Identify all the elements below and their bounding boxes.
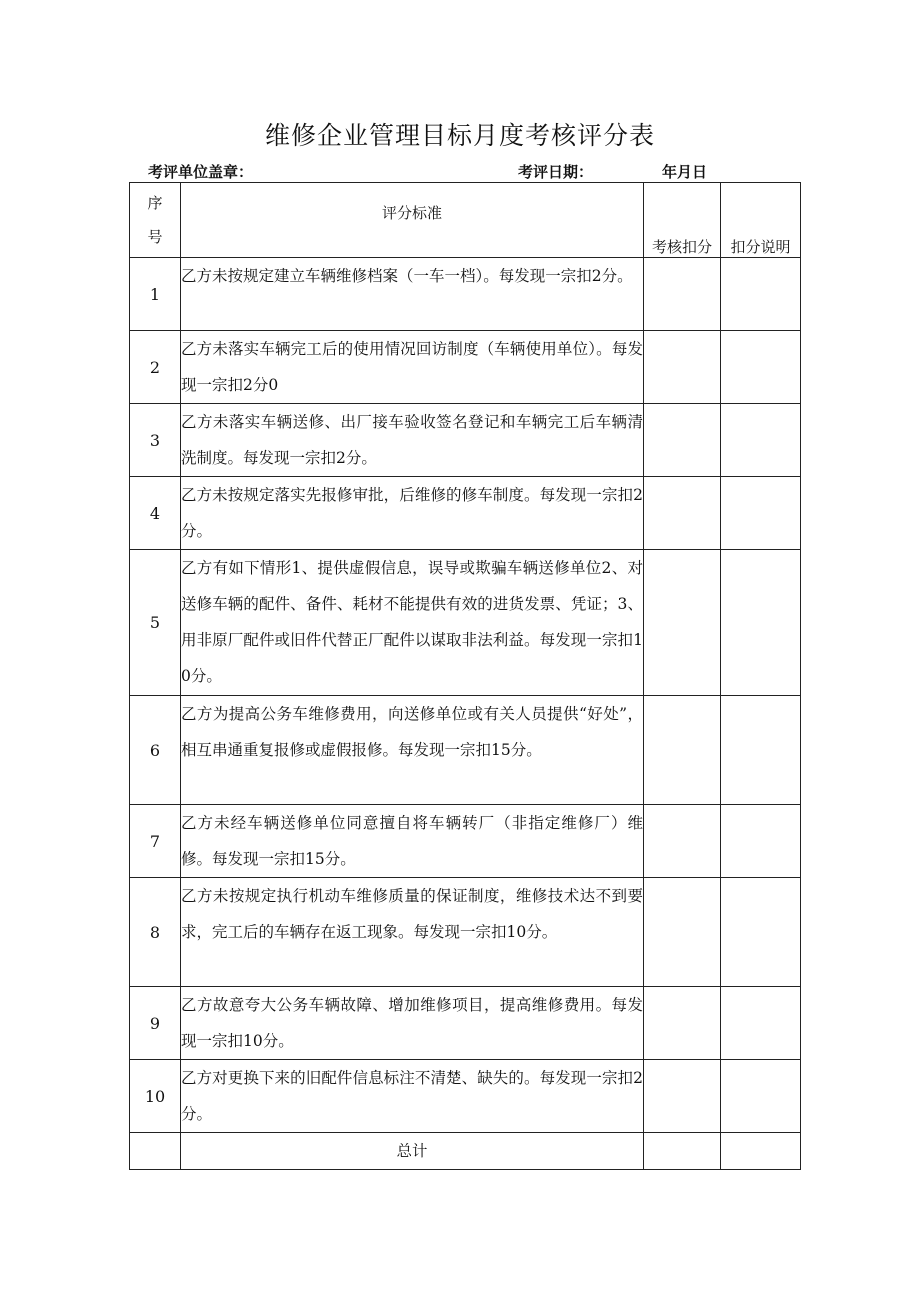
row-explanation-cell[interactable] xyxy=(721,878,801,987)
row-deduction-cell[interactable] xyxy=(644,331,721,404)
header-no xyxy=(130,183,181,258)
row-number: 9 xyxy=(130,987,181,1060)
row-deduction-cell[interactable] xyxy=(644,878,721,987)
table-row xyxy=(130,477,801,550)
row-number: 7 xyxy=(130,805,181,878)
row-deduction-cell[interactable] xyxy=(644,550,721,696)
table-row xyxy=(130,987,801,1060)
table-row xyxy=(130,404,801,477)
row-explanation-cell[interactable] xyxy=(721,696,801,805)
row-number: 1 xyxy=(130,258,181,331)
header-no-line2: 号 xyxy=(147,228,163,246)
header-standard-label: 评分标准 xyxy=(381,203,442,222)
row-standard: 乙方未按规定执行机动车维修质量的保证制度，维修技术达不到要求，完工后的车辆存在返工现象。每发现一宗扣10分。 xyxy=(181,878,644,987)
row-explanation-cell[interactable] xyxy=(721,258,801,331)
date-ymd: 年月日 xyxy=(662,163,708,181)
seal-label: 考评单位盖章： xyxy=(148,163,254,181)
row-standard: 乙方未落实车辆完工后的使用情况回访制度（车辆使用单位）。每发现一宗扣2分0 xyxy=(181,331,644,404)
row-number: 2 xyxy=(130,331,181,404)
score-table xyxy=(129,182,801,1170)
total-explanation-cell[interactable] xyxy=(721,1133,801,1170)
date-label: 考评日期： xyxy=(518,163,594,181)
row-explanation-cell[interactable] xyxy=(721,331,801,404)
row-deduction-cell[interactable] xyxy=(644,987,721,1060)
row-number: 3 xyxy=(130,404,181,477)
row-explanation-cell[interactable] xyxy=(721,1060,801,1133)
row-deduction-cell[interactable] xyxy=(644,477,721,550)
row-number: 6 xyxy=(130,696,181,805)
table-row xyxy=(130,696,801,805)
table-row xyxy=(130,550,801,696)
row-standard: 乙方未按规定落实先报修审批，后维修的修车制度。每发现一宗扣2分。 xyxy=(181,477,644,550)
table-row xyxy=(130,258,801,331)
row-explanation-cell[interactable] xyxy=(721,404,801,477)
row-standard: 乙方未按规定建立车辆维修档案（一车一档）。每发现一宗扣2分。 xyxy=(181,258,644,331)
row-standard: 乙方故意夸大公务车辆故障、增加维修项目，提高维修费用。每发现一宗扣10分。 xyxy=(181,987,644,1060)
table-row xyxy=(130,878,801,987)
table-header-row xyxy=(130,183,801,258)
row-standard: 乙方未落实车辆送修、出厂接车验收签名登记和车辆完工后车辆清洗制度。每发现一宗扣2分。 xyxy=(181,404,644,477)
row-deduction-cell[interactable] xyxy=(644,805,721,878)
table-row xyxy=(130,331,801,404)
row-deduction-cell[interactable] xyxy=(644,1060,721,1133)
row-number: 4 xyxy=(130,477,181,550)
total-row xyxy=(130,1133,801,1170)
row-standard: 乙方对更换下来的旧配件信息标注不清楚、缺失的。每发现一宗扣2分。 xyxy=(181,1060,644,1133)
row-explanation-cell[interactable] xyxy=(721,550,801,696)
header-no-line1: 序 xyxy=(147,194,163,212)
row-deduction-cell[interactable] xyxy=(644,258,721,331)
row-number: 5 xyxy=(130,550,181,696)
row-explanation-cell[interactable] xyxy=(721,987,801,1060)
row-standard: 乙方为提高公务车维修费用，向送修单位或有关人员提供“好处”，相互串通重复报修或虚假报修。每发现一宗扣15分。 xyxy=(181,696,644,805)
row-deduction-cell[interactable] xyxy=(644,696,721,805)
row-deduction-cell[interactable] xyxy=(644,404,721,477)
page-title: 维修企业管理目标月度考核评分表 xyxy=(264,121,655,150)
header-standard xyxy=(181,183,644,258)
row-number: 8 xyxy=(130,878,181,987)
total-number-cell xyxy=(130,1133,181,1170)
row-explanation-cell[interactable] xyxy=(721,805,801,878)
header-explanation: 扣分说明 xyxy=(721,183,801,258)
row-number: 10 xyxy=(130,1060,181,1133)
header-deduction: 考核扣分 xyxy=(644,183,721,258)
row-standard: 乙方有如下情形1、提供虚假信息，误导或欺骗车辆送修单位2、对送修车辆的配件、备件、耗材不能提供有效的进货发票、凭证；3、用非原厂配件或旧件代替正厂配件以谋取非法利益。每发现一宗扣10分。 xyxy=(181,550,644,696)
total-label: 总计 xyxy=(181,1133,644,1170)
total-deduction-cell[interactable] xyxy=(644,1133,721,1170)
row-explanation-cell[interactable] xyxy=(721,477,801,550)
row-standard: 乙方未经车辆送修单位同意擅自将车辆转厂（非指定维修厂）维修。每发现一宗扣15分。 xyxy=(181,805,644,878)
table-row xyxy=(130,1060,801,1133)
table-row xyxy=(130,805,801,878)
